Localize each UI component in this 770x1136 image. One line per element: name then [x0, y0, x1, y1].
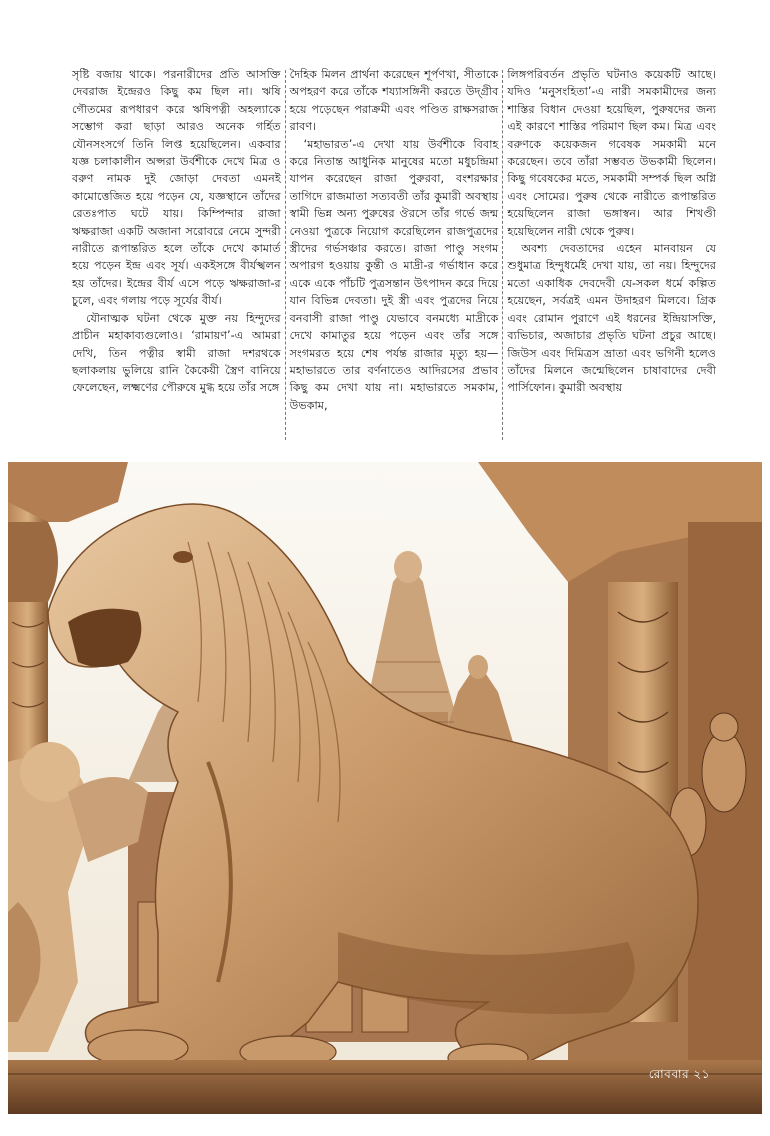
paragraph: ‘মহাভারত’-এ দেখা যায় উর্বশীকে বিবাহ করে নিতান্ত আধুনিক মানুষের মতো মধুচন্দ্রিমা যাপন করেছেন রাজা পুরুরবা, বংশরক্ষার তাগিদে রাজমাতা সত্যবতী তাঁর কুমারী অবস্থায় স্বামী ভিন্ন অন্য পুরুষের ঔরসে তাঁর গর্ভে জন্ম নেওয়া পুত্রকে নিয়োগ করেছিলেন রাজপুত্রদের স্ত্রীদের গর্ভসঞ্চার করতে। রাজা পাণ্ডু সংগম অপারগ হওয়ায় কুন্তী ও মাদ্রী-র গর্ভাধান করে একে একে পাঁচটি পুত্রসন্তান উৎপাদন করে দিয়ে যান বিভিন্ন দেবতা। দুই স্ত্রী এবং পুত্রদের নিয়ে বনবাসী রাজা পাণ্ডু যেভাবে বনমধ্যে মাদ্রীকে দেখে কামাতুর হয়ে পড়েন এবং তাঁর সঙ্গে সংগমরত হয়ে শেষ পর্যন্ত রাজার মৃত্যু হয়—মহাভারতে তার বর্ণনাতেও আদিরসের প্রভাব কিছু কম দেখা যায় না। মহাভারতে সমকাম, উভকাম,: [289, 137, 499, 412]
article-column-1: [68, 66, 285, 444]
paragraph: যৌনাত্মক ঘটনা থেকে মুক্ত নয় হিন্দুদের প্রাচীন মহাকাব্যগুলোও। ‘রামায়ণ’-এ আমরা দেখি, তিন পত্নীর স্বামী রাজা দশরথকে ছলাকলায় ভুলিয়ে রানি কৈকেয়ী স্ত্রৈণ বানিয়ে ফেলেছেন, লক্ষ্মণের পৌরুষে মুগ্ধ হয়ে তাঁর সঙ্গে: [72, 311, 281, 395]
article-column-2: [286, 66, 503, 444]
article-column-3: [503, 66, 720, 444]
paragraph: অবশ্য দেবতাদের এহেন মানবায়ন যে শুধুমাত্র হিন্দুধর্মেই দেখা যায়, তা নয়। হিন্দুদের মতো একাধিক দেবদেবী যে-সকল ধর্মে কল্পিত হয়েছেন, সর্বত্রই এমন উদাহরণ মিলবে। গ্রিক এবং রোমান পুরাণে এই ধরনের ইন্দ্রিয়াসক্তি, ব্যভিচার, অজাচার প্রভৃতি ঘটনা প্রচুর আছে। জিউস এবং দিমিত্রস ভ্রাতা এবং ভগিনী হলেও তাঁদের মিলনে জন্মেছিলেন চাষাবাদের দেবী পার্সিফোন। কুমারী অবস্থায়: [507, 242, 717, 395]
paragraph: দৈহিক মিলন প্রার্থনা করেছেন শূর্পণখা, সীতাকে অপহরণ করে তাঁকে শয্যাসঙ্গিনী করতে উদ্গ্রীব হয়ে পড়েছেন পরাক্রমী এবং পণ্ডিত রাক্ষসরাজ রাবণ।: [289, 68, 499, 134]
paragraph: লিঙ্গপরিবর্তন প্রভৃতি ঘটনাও কয়েকটি আছে। যদিও ‘মনুসংহিতা’-এ নারী সমকামীদের জন্য শাস্তির বিধান দেওয়া হয়েছিল, পুরুষদের জন্য এই কারণে শাস্তির পরিমাণ ছিল কম। মিত্র এবং বরুণকে কয়েকজন গবেষক সমকামী মনে করেছেন। তবে তাঁরা সম্ভবত উভকামী ছিলেন। কিছু গবেষকের মতে, সমকামী সম্পর্ক ছিল অগ্নি এবং সোমের। পুরুষ থেকে নারীতে রূপান্তরিত হয়েছিলেন রাজা ভঙ্গাস্বন। আর শিখণ্ডী হয়েছিলেন নারী থেকে পুরুষ।: [507, 68, 717, 238]
temple-lion-photo: [8, 462, 762, 1114]
article-columns: [68, 66, 720, 444]
page-folio: রোববার ২১: [648, 1067, 710, 1081]
temple-lion-sculpture-image: [8, 462, 762, 1114]
paragraph: সৃষ্টি বজায় থাকে। পরনারীদের প্রতি আসক্তি দেবরাজ ইন্দ্রেরও কিছু কম ছিল না। ঋষি গৌতমের রূপধারণ করে ঋষিপত্নী অহল্যাকে সম্ভোগ করা ছাড়া আরও অনেক গর্হিত যৌনসংসর্গে তিনি লিপ্ত হয়েছিলেন। একবার যজ্ঞ চলাকালীন অপ্সরা উর্বশীকে দেখে মিত্র ও বরুণ নামক দুই জোড়া দেবতা এমনই কামোত্তেজিত হয়ে পড়েন যে, যজ্ঞস্থানে তাঁদের রেতঃপাত ঘটে যায়। কিম্পিন্দার রাজা ঋক্ষরাজা একটি অজানা সরোবরে নেমে সুন্দরী নারীতে রূপান্তরিত হলে তাঁকে দেখে কামার্ত হয়ে পড়েন ইন্দ্র এবং সূর্য। একইসঙ্গে বীর্যস্খলন হয় তাঁদের। ইন্দ্রের বীর্য এসে পড়ে ঋক্ষরাজা-র চুলে, এবং গলায় পড়ে সূর্যের বীর্য।: [72, 68, 281, 308]
